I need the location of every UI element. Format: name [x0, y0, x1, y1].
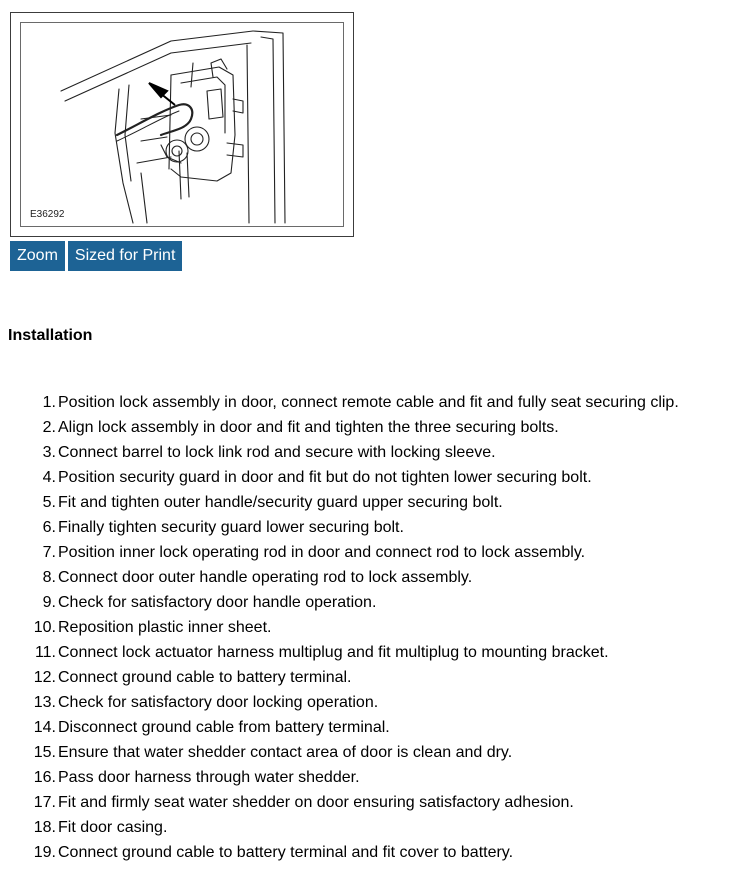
step-text: Connect ground cable to battery terminal and fit cover to battery. [58, 844, 514, 861]
step-number: 13. [33, 694, 56, 711]
step-number: 15. [33, 744, 56, 761]
step-text: Finally tighten security guard lower securing bolt. [58, 519, 404, 536]
lock-assembly-illustration [20, 22, 344, 227]
step-text: Check for satisfactory door locking operation. [58, 694, 379, 711]
step-number: 4. [42, 469, 56, 486]
step-item [0, 618, 750, 643]
step-item [0, 818, 750, 843]
step-text: Align lock assembly in door and fit and tighten the three securing bolts. [58, 419, 559, 436]
step-number: 19. [33, 844, 56, 861]
step-text: Position inner lock operating rod in door and connect rod to lock assembly. [58, 544, 586, 561]
sized-for-print-button[interactable]: Sized for Print [68, 241, 182, 271]
step-item [0, 743, 750, 768]
step-number: 9. [42, 594, 56, 611]
step-text: Disconnect ground cable from battery terminal. [58, 719, 390, 736]
figure-toolbar [10, 241, 185, 271]
step-number: 1. [42, 394, 56, 411]
step-number: 17. [33, 794, 56, 811]
step-number: 5. [42, 494, 56, 511]
step-text: Reposition plastic inner sheet. [58, 619, 272, 636]
step-text: Connect lock actuator harness multiplug and fit multiplug to mounting bracket. [58, 644, 609, 661]
step-item [0, 518, 750, 543]
step-number: 10. [33, 619, 56, 636]
figure-frame [10, 12, 354, 237]
step-text: Position lock assembly in door, connect remote cable and fit and fully seat securing clip. [58, 394, 679, 411]
step-item [0, 418, 750, 443]
step-number: 6. [42, 519, 56, 536]
step-text: Fit door casing. [58, 819, 168, 836]
step-item [0, 393, 750, 418]
step-text: Fit and tighten outer handle/security guard upper securing bolt. [58, 494, 503, 511]
zoom-button[interactable]: Zoom [10, 241, 65, 271]
step-item [0, 543, 750, 568]
step-text: Connect barrel to lock link rod and secure with locking sleeve. [58, 444, 496, 461]
step-item [0, 843, 750, 868]
step-item [0, 568, 750, 593]
step-item [0, 468, 750, 493]
step-number: 8. [42, 569, 56, 586]
step-number: 18. [33, 819, 56, 836]
step-item [0, 768, 750, 793]
step-item [0, 668, 750, 693]
step-item [0, 593, 750, 618]
step-number: 7. [42, 544, 56, 561]
step-text: Fit and firmly seat water shedder on door ensuring satisfactory adhesion. [58, 794, 574, 811]
step-text: Check for satisfactory door handle operation. [58, 594, 377, 611]
step-text: Pass door harness through water shedder. [58, 769, 360, 786]
installation-steps-list [0, 393, 750, 868]
figure-id-label: E36292 [30, 209, 65, 220]
step-item [0, 793, 750, 818]
step-item [0, 443, 750, 468]
step-number: 2. [42, 419, 56, 436]
step-number: 3. [42, 444, 56, 461]
step-text: Connect ground cable to battery terminal. [58, 669, 352, 686]
step-number: 12. [33, 669, 56, 686]
step-item [0, 718, 750, 743]
step-item [0, 643, 750, 668]
step-number: 11. [34, 644, 56, 661]
step-number: 14. [33, 719, 56, 736]
step-item [0, 693, 750, 718]
step-text: Connect door outer handle operating rod to lock assembly. [58, 569, 473, 586]
step-number: 16. [33, 769, 56, 786]
section-heading: Installation [8, 327, 93, 344]
step-text: Ensure that water shedder contact area of door is clean and dry. [58, 744, 513, 761]
step-text: Position security guard in door and fit but do not tighten lower securing bolt. [58, 469, 592, 486]
lock-diagram-drawing [21, 23, 344, 227]
step-item [0, 493, 750, 518]
